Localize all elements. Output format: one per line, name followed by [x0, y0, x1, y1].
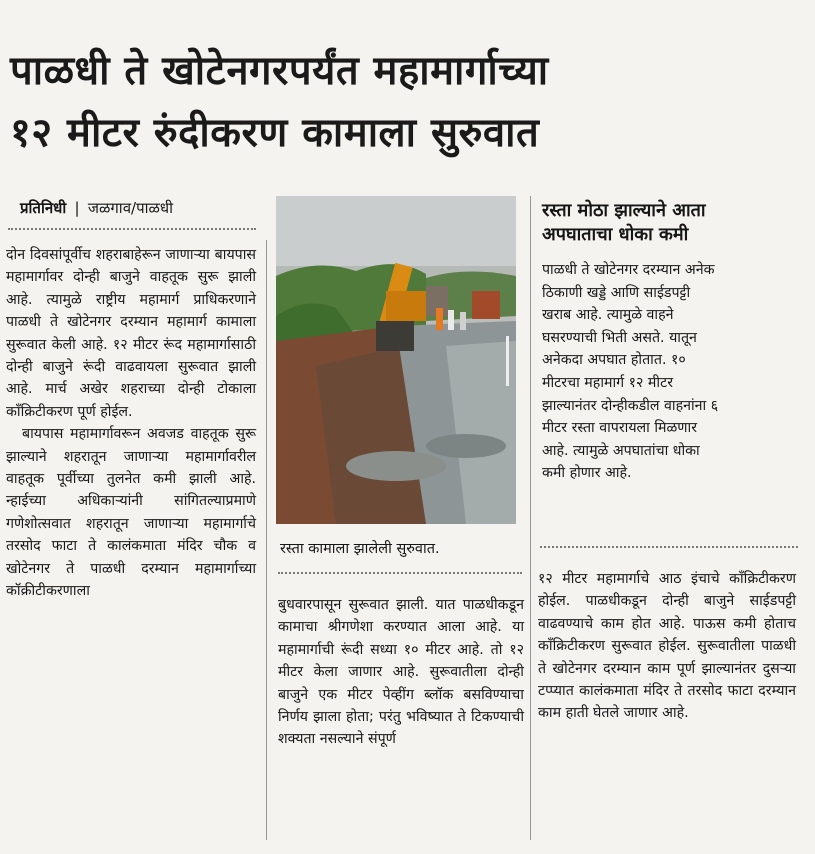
side-line: पाळधी ते खोटेनगर दरम्यान अनेक — [542, 262, 715, 278]
side-box-divider — [540, 546, 798, 548]
side-heading — [542, 199, 802, 247]
headline-line-2: १२ मीटर रुंदीकरण कामाला सुरुवात — [10, 110, 540, 156]
byline-label: प्रतिनिधी — [20, 199, 67, 217]
column-rule-2 — [530, 196, 531, 840]
side-line: मीटरचा महामार्ग १२ मीटर — [542, 374, 674, 391]
article-column-2: बुधवारपासून सुरूवात झाली. यात पाळधीकडून कामाचा श्रीगणेशा करण्यात आला आहे. या महामार्गाची रूंदी सध्या १० मीटर आहे. तो १२ मीटर केला जाणार आहे. सुरूवातीला दोन्ही बाजुने एक मीटर पेव्हींग ब्लॉक बसविण्याचा निर्णय झाला होता; परंतु भविष्यात ते टिकण्याची शक्यता नसल्याने संपूर्ण — [278, 597, 524, 748]
side-line: कमी होणार आहे. — [542, 465, 632, 482]
headline — [10, 40, 790, 164]
column-1-paragraph-1: दोन दिवसांपूर्वीच शहराबाहेरून जाणाऱ्या बायपास महामार्गावर दोन्ही बाजुने वाहतूक सुरू झाली आहे. त्यामुळे राष्ट्रीय महामार्ग प्राधिकरणाने पाळधी ते खोटेनगर दरम्यान महामार्ग कामाला सुरूवात केली आहे. १२ मीटर रूंद महामार्गासाठी दोन्ही बाजुने रूंदी वाढवायला सुरूवात झाली आहे. मार्च अखेर शहराच्या दोन्ही टोकाला कॉंक्रिटीकरण पूर्ण होईल. — [6, 247, 256, 420]
byline — [20, 198, 270, 218]
side-line: ठिकाणी खड्डे आणि साईडपट्टी — [542, 284, 691, 301]
column-1-paragraph-2: बायपास महामार्गावरून अवजड वाहतूक सुरू झाल्याने शहरातून जाणाऱ्या महामार्गावरील वाहतूक पूर्वीच्या तुलनेत कमी झाली आहे. न्हाईच्या अधिकाऱ्यांनी सांगितल्याप्रमाणे गणेशोत्सवात शहरातून जाणाऱ्या महामार्गाचे तरसोद फाटा ते कालंकमाता मंदिर चौक व खोटेनगर ते पाळधी दरम्यान महामार्गाच्या कॉक्रीटीकरणाला — [6, 426, 256, 600]
road-work-photo — [276, 196, 516, 524]
byline-separator: | — [74, 199, 80, 217]
article-column-3: १२ मीटर महामार्गाचे आठ इंचाचे कॉंक्रिटीकरण होईल. पाळधीकडून दोन्ही बाजुने साईडपट्टी वाढवण्याचे काम होत आहे. पाऊस कमी होताच कॉंक्रिटीकरण सुरूवात होईल. सुरूवातीला पाळधी ते खोटेनगर दरम्यान काम पूर्ण झाल्यानंतर दुसऱ्या टप्प्यात कालंकमाता मंदिर ते तरसोद फाटा दरम्यान काम हाती घेतले जाणार आहे. — [538, 571, 796, 722]
side-box-text — [542, 259, 794, 485]
headline-line-1: पाळधी ते खोटेनगरपर्यंत महामार्गाच्या — [10, 48, 549, 94]
side-heading-line-2: अपघाताचा धोका कमी — [542, 224, 689, 245]
side-line: खराब आहे. त्यामुळे वाहने — [542, 307, 674, 324]
side-line: आहे. त्यामुळे अपघातांचा धोका — [542, 442, 700, 459]
byline-place: जळगाव/पाळधी — [87, 199, 173, 217]
side-line: घसरण्याची भिती असते. यातून — [542, 329, 697, 346]
side-line: अनेकदा अपघात होतात. १० — [542, 352, 686, 369]
side-line: मीटर रस्ता वापरायला मिळणार — [542, 420, 698, 437]
caption-divider — [278, 572, 522, 574]
photo-caption: रस्ता कामाला झालेली सुरुवात. — [280, 541, 440, 557]
column-rule-1 — [266, 240, 267, 840]
byline-divider — [8, 228, 256, 230]
side-heading-line-1: रस्ता मोठा झाल्याने आता — [542, 200, 706, 221]
article-column-1 — [6, 244, 256, 603]
side-line: झाल्यानंतर दोन्हीकडील वाहनांना ६ — [542, 397, 719, 414]
